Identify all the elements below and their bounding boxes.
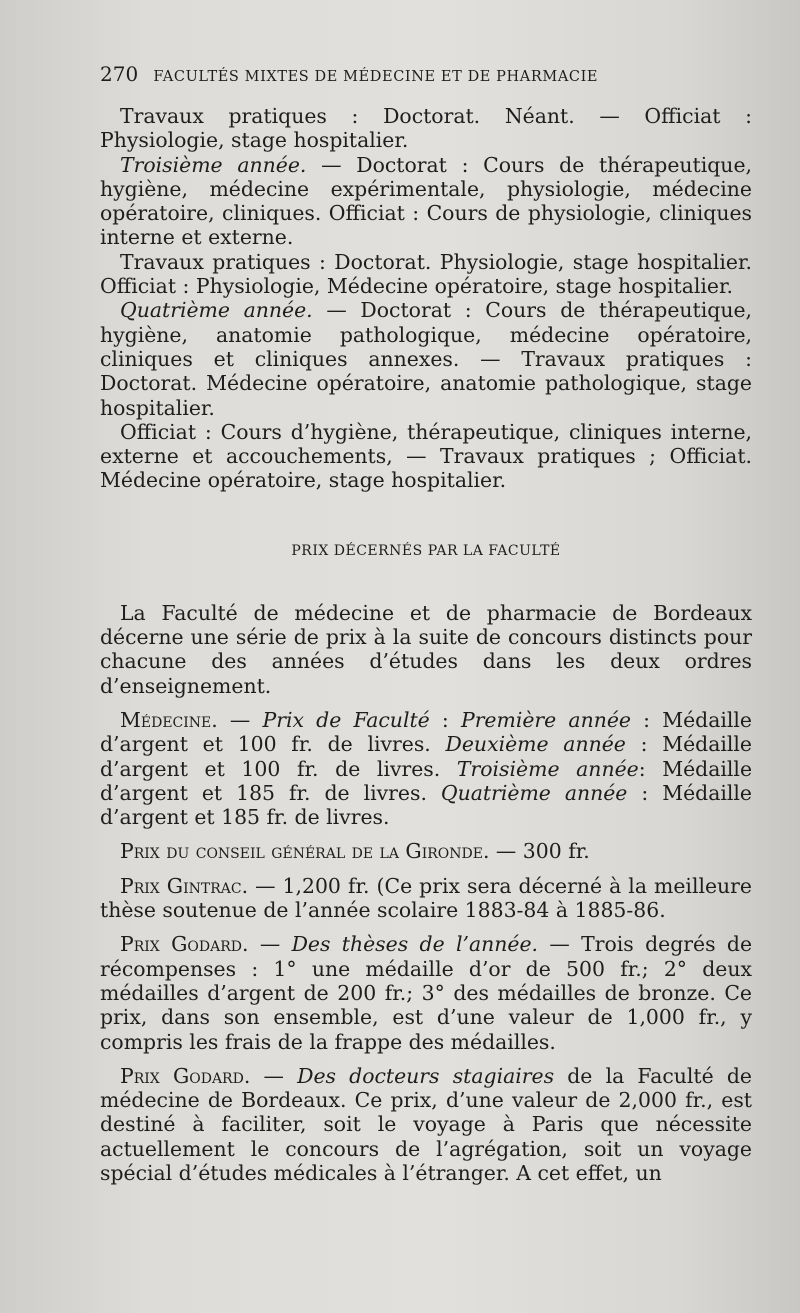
paragraph-officiat: Officiat : Cours d’hygiène, thérapeutique, cliniques interne, externe et accouchements, — Travaux pratiques ; Officiat. Médecine opératoire, stage hospitalier.	[100, 419, 752, 493]
godard-theses-title: Des thèses de l’année.	[291, 932, 539, 957]
paragraph-quatrieme-annee	[100, 298, 752, 419]
medecine-colon: :	[429, 707, 461, 732]
godard-dash-2: —	[250, 1063, 298, 1088]
godard-stagiaires-text: de la Faculté de médecine de Bordeaux. Ce prix, d’une valeur de 2,000 fr., est destiné à faciliter, soit le voyage à Paris que nécessite actuellement le concours de l’agrégation, soit un voyage spécial d’études médicales à l’étranger. A cet effet, un	[100, 1063, 753, 1185]
troisieme-annee-text: — Doctorat : Cours de thérapeutique, hygiène, médecine expérimentale, physiologie, médecine opératoire, cliniques. Officiat : Cours de physiologie, cliniques interne et externe.	[100, 152, 752, 250]
prix-de-faculte: Prix de Faculté	[262, 707, 430, 732]
paragraph-prix-gintrac	[100, 874, 752, 923]
premiere-annee: Première année	[460, 707, 631, 732]
quatrieme-annee: Quatrième année	[440, 780, 628, 805]
quatrieme-annee-text-prize: : Médaille d’argent et 185 fr. de livres.	[100, 780, 752, 830]
deuxieme-annee-text: : Médaille d’argent et 100 fr. de livres.	[100, 732, 753, 781]
troisieme-annee-label: Troisième année.	[120, 152, 307, 177]
troisieme-annee-text-prize: : Médaille d’argent et 185 fr. de livres.	[100, 756, 753, 805]
paragraph-troisieme-annee	[100, 153, 752, 250]
paragraph-travaux-deuxieme: Travaux pratiques : Doctorat. Néant. — Officiat : Physiologie, stage hospitalier.	[100, 104, 752, 153]
godard-label: Prix Godard.	[120, 932, 249, 957]
gintrac-label: Prix Gintrac.	[120, 873, 249, 898]
medecine-label: Médecine.	[120, 707, 218, 732]
paragraph-prix-godard-theses	[100, 932, 752, 1053]
running-title: FACULTÉS MIXTES DE MÉDECINE ET DE PHARMACIE	[153, 69, 599, 85]
paragraph-prix-gironde	[100, 839, 752, 863]
quatrieme-annee-label: Quatrième année.	[120, 298, 313, 323]
running-header	[100, 62, 752, 86]
section-title: PRIX DÉCERNÉS PAR LA FACULTÉ	[291, 542, 561, 559]
godard-label-2: Prix Godard.	[120, 1063, 251, 1088]
godard-theses-text: — Trois degrés de récompenses : 1° une médaille d’or de 500 fr.; 2° deux médailles d’argent de 200 fr.; 3° des médailles de bronze. Ce prix, dans son ensemble, est d’une valeur de 1,000 fr., y compris les frais de la frappe des médailles.	[100, 932, 753, 1054]
gintrac-text: — 1,200 fr. (Ce prix sera décerné à la meilleure thèse soutenue de l’année scolaire 1883-84 à 1885-86.	[100, 873, 752, 923]
godard-stagiaires-title: Des docteurs stagiaires	[297, 1063, 555, 1088]
paragraph-prix-godard-stagiaires	[100, 1064, 752, 1185]
gironde-label: Prix du conseil général de la Gironde.	[120, 839, 490, 864]
paragraph-travaux-troisieme: Travaux pratiques : Doctorat. Physiologie, stage hospitalier. Officiat : Physiologie, Médecine opératoire, stage hospitalier.	[100, 249, 752, 299]
deuxieme-annee: Deuxième année	[445, 732, 626, 757]
troisieme-annee: Troisième année	[456, 756, 639, 781]
godard-dash: —	[248, 932, 292, 957]
quatrieme-annee-text: — Doctorat : Cours de thérapeutique, hygiène, anatomie pathologique, médecine opératoire, cliniques et cliniques annexes. — Travaux pratiques : Doctorat. Médecine opératoire, anatomie pathologique, stage hospitalier.	[100, 298, 752, 420]
paragraph-prix-intro: La Faculté de médecine et de pharmacie de Bordeaux décerne une série de prix à la suite de concours distincts pour chacune des années d’études dans les deux ordres d’enseignement.	[100, 600, 752, 698]
page-number: 270	[100, 62, 139, 86]
premiere-annee-text: : Médaille d’argent et 100 fr. de livres.	[100, 707, 752, 757]
medecine-dash: —	[217, 707, 263, 732]
paragraph-prix-medecine	[100, 708, 752, 829]
gironde-text: — 300 fr.	[489, 839, 590, 864]
